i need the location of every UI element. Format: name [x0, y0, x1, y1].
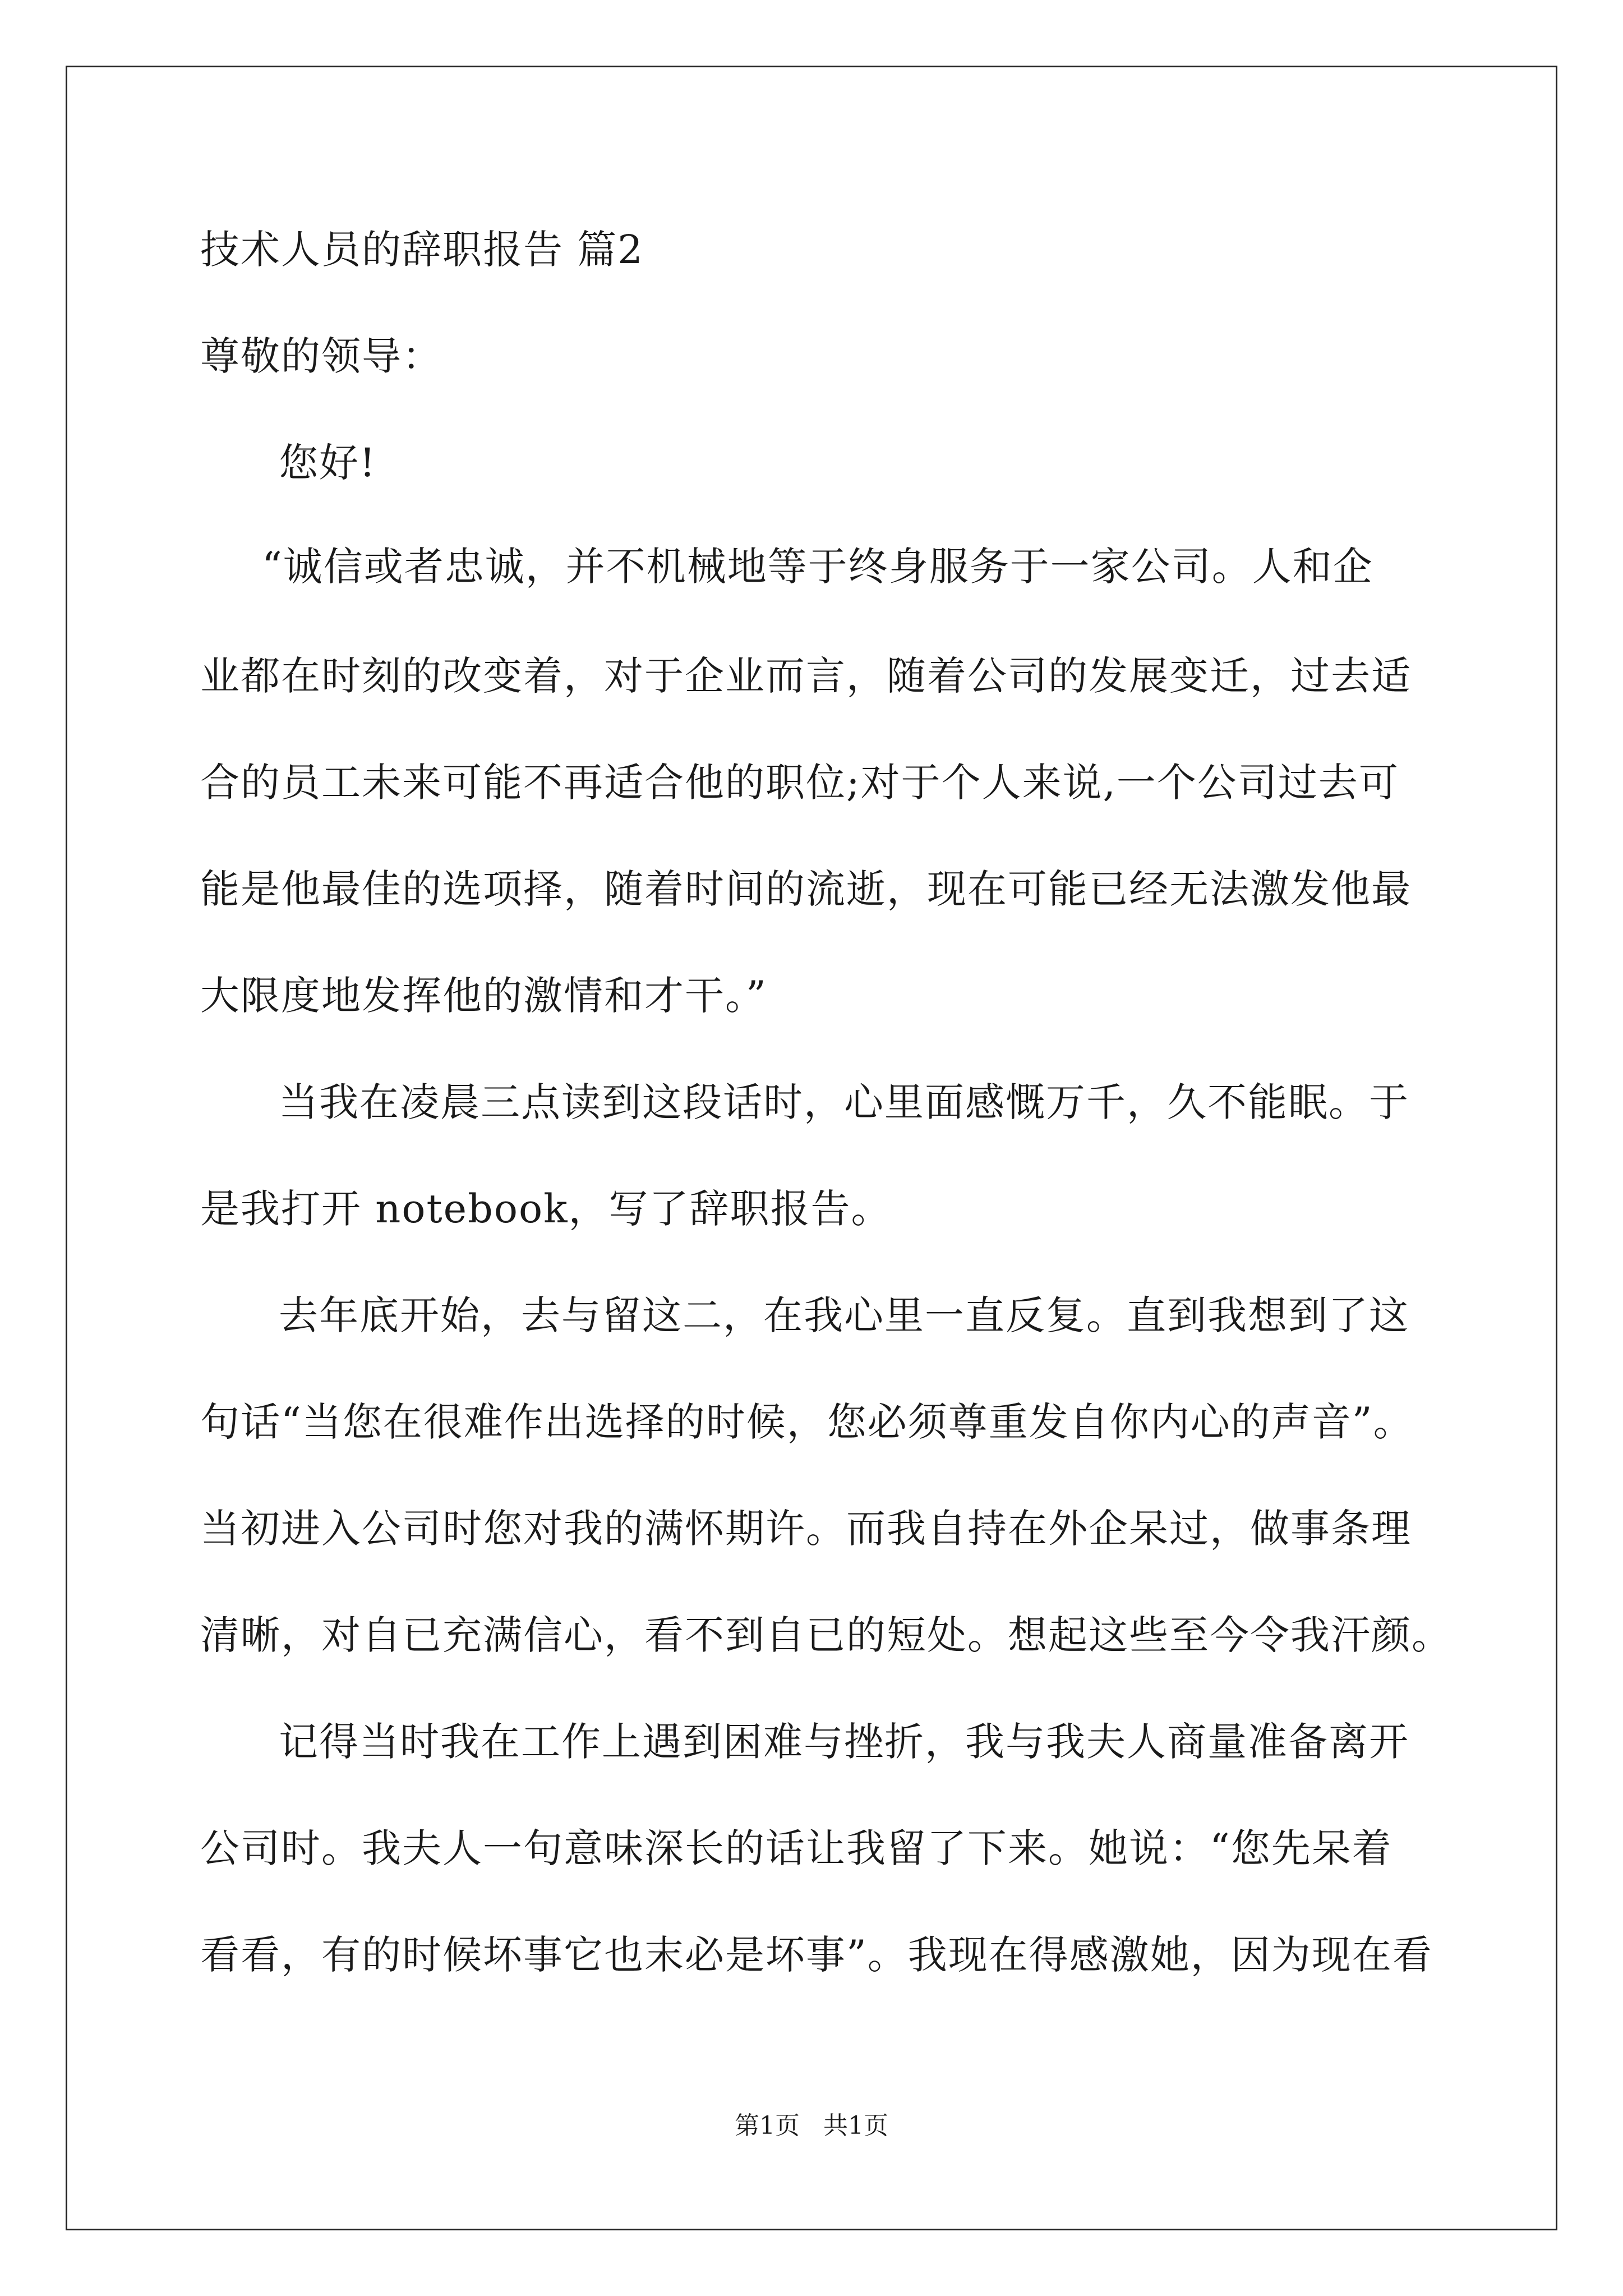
page-footer: 第1页 共1页	[735, 2111, 888, 2140]
paragraph-line: 当初进入公司时您对我的满怀期许。而我自持在外企呆过，做事条理	[200, 1506, 1412, 1552]
salutation: 尊敬的领导：	[200, 333, 442, 379]
paragraph-line: 是我打开 notebook，写了辞职报告。	[200, 1186, 892, 1232]
paragraph-line: 看看，有的时候坏事它也末必是坏事”。我现在得感激她，因为现在看	[200, 1932, 1433, 1978]
paragraph-line: 公司时。我夫人一句意味深长的话让我留了下来。她说：“您先呆着	[200, 1825, 1393, 1871]
paragraph-line: 业都在时刻的改变着，对于企业而言，随着公司的发展变迁，过去适	[200, 653, 1412, 699]
paragraph-line: 当我在凌晨三点读到这段话时，心里面感慨万千，久不能眠。于	[279, 1079, 1409, 1125]
paragraph-line: 记得当时我在工作上遇到困难与挫折，我与我夫人商量准备离开	[279, 1719, 1409, 1765]
paragraph-line: 句话“当您在很难作出选择的时候，您必须尊重发自你内心的声音”。	[200, 1399, 1414, 1445]
paragraph-line: 清晰，对自已充满信心，看不到自已的短处。想起这些至今令我汗颜。	[200, 1612, 1452, 1658]
greeting: 您好!	[279, 440, 377, 486]
page-border	[66, 66, 1557, 2230]
document-title: 技术人员的辞职报告 篇2	[200, 227, 644, 273]
paragraph-line: 能是他最佳的选项择，随着时间的流逝，现在可能已经无法激发他最	[200, 866, 1412, 912]
paragraph-line: “诚信或者忠诚，并不机械地等于终身服务于一家公司。人和企	[262, 544, 1373, 590]
paragraph-line: 去年底开始，去与留这二，在我心里一直反复。直到我想到了这	[279, 1292, 1409, 1338]
paragraph-line: 大限度地发挥他的激情和才干。”	[200, 973, 767, 1019]
paragraph-line: 合的员工未来可能不再适合他的职位;对于个人来说,一个公司过去可	[200, 760, 1399, 806]
